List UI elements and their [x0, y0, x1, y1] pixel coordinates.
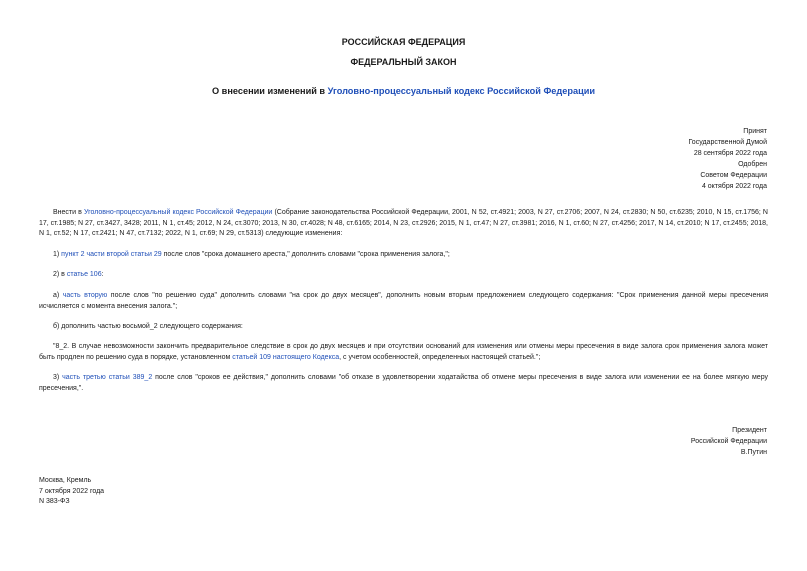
- country-heading: РОССИЙСКАЯ ФЕДЕРАЦИЯ: [341, 37, 466, 47]
- signature-title: Президент: [732, 427, 767, 434]
- adoption-accepted: Принят: [743, 128, 767, 135]
- law-number: N 383-ФЗ: [39, 498, 70, 505]
- item-2-prefix: 2) в: [53, 271, 67, 278]
- adoption-duma-date: 28 сентября 2022 года: [693, 150, 767, 157]
- place-date: 7 октября 2022 года: [39, 487, 105, 495]
- place-city: Москва, Кремль: [39, 477, 92, 484]
- adoption-council-date: 4 октября 2022 года: [701, 183, 767, 190]
- item-1-link[interactable]: пункт 2 части второй статьи 29: [61, 251, 162, 258]
- law-title-prefix: О внесении изменений в: [211, 86, 328, 96]
- item-2a-prefix: а): [53, 292, 63, 299]
- adoption-approved: Одобрен: [738, 161, 767, 168]
- item-3-rest: после слов "сроков ее действия," дополнить словами "об отказе в удовлетворении ходатайства об отмене меры пресечения в виде залога или изменении ее на более мягкую меру пресечения,".: [39, 374, 769, 392]
- signature-country: Российской Федерации: [690, 438, 767, 445]
- law-type-heading: ФЕДЕРАЛЬНЫЙ ЗАКОН: [350, 57, 457, 67]
- item-2b-quote-paragraph: [39, 342, 768, 363]
- item-3-paragraph: [39, 373, 768, 394]
- item-2a-rest: после слов "по решению суда" дополнить словами "на срок до двух месяцев", дополнить новым вторым предложением следующего содержания: "Срок применения данной меры пресечения исчисляется с момента внесения залога.";: [39, 292, 769, 310]
- item-2-paragraph: [39, 270, 768, 281]
- adoption-council: Советом Федерации: [700, 172, 767, 179]
- item-2-link[interactable]: статье 106: [66, 271, 102, 278]
- place-date-block: [39, 476, 104, 508]
- adoption-block: [688, 126, 767, 192]
- item-2b-quote-rest: , с учетом особенностей, определенных настоящей статьей.";: [339, 353, 541, 361]
- item-2b-quote-prefix: "8_2. В случае невозможности закончить предварительное следствие в срок до двух месяцев и при отсутствии оснований для изменения или отмены меры пресечения в виде залога срок применения залога может быть продлен по решению суда в порядке, установленном: [39, 343, 768, 361]
- signature-name: В.Путин: [740, 449, 767, 456]
- intro-rest: (Собрание законодательства Российской Федерации, 2001, N 52, ст.4921; 2003, N 27, ст.2706; 2007, N 24, ст.2830; N 50, ст.6235; 2010, N 15, ст.1756; N 17, ст.1985; N 27, ст.3427, 3428; 2011, N 1, ст.45; 2012, N 24, ст.3070; 2013, N 30, ст.4028; N 48, ст.6165; 2014, N 23, ст.2926; 2015, N 1, ст.47; N 27, ст.3981; 2016, N 1, ст.60; N 27, ст.4256; 2017, N 14, ст.2010; N 17, ст.2455; 2018, N 1, ст.52; N 17, ст.2421; N 47, ст.7132; 2022, N 1, ст.69; N 29, ст.5313) следующие изменения:: [39, 209, 768, 237]
- item-1-rest: после слов "срока домашнего ареста," дополнить словами "срока применения залога,";: [161, 251, 450, 258]
- item-2b-quote-link[interactable]: статьей 109 настоящего Кодекса: [232, 353, 340, 361]
- law-title: [0, 86, 807, 96]
- item-2-rest: :: [101, 271, 104, 278]
- item-2a-link[interactable]: часть вторую: [62, 292, 108, 299]
- item-1-paragraph: [39, 250, 768, 261]
- intro-paragraph: [39, 208, 768, 240]
- item-2b-paragraph: б) дополнить частью восьмой_2 следующего содержания:: [53, 323, 243, 330]
- item-3-link[interactable]: часть третью статьи 389_2: [62, 374, 153, 381]
- item-2a-paragraph: [39, 291, 768, 312]
- signature-block: [691, 425, 767, 458]
- intro-code-link[interactable]: Уголовно-процессуальный кодекс Российской Федерации: [83, 209, 273, 216]
- adoption-duma: Государственной Думой: [688, 139, 767, 146]
- intro-prefix: Внести в: [53, 209, 84, 216]
- item-3-prefix: 3): [53, 374, 63, 381]
- item-1-prefix: 1): [53, 251, 62, 258]
- law-title-link[interactable]: Уголовно-процессуальный кодекс Российской Федерации: [327, 86, 596, 96]
